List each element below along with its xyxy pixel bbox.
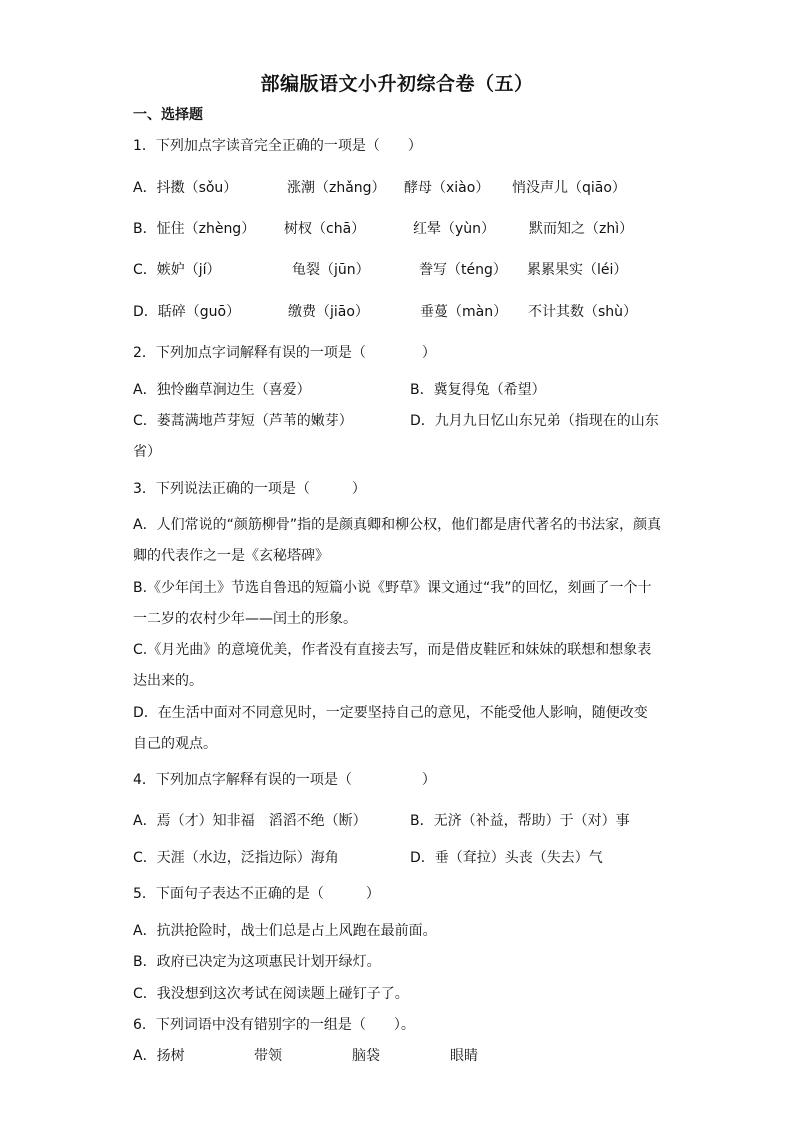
question-4-stem: 4．下列加点字解释有误的一项是（ ） [133,772,436,788]
question-6-stem: 6．下列词语中没有错别字的一组是（ ）。 [133,1017,415,1033]
q2-option-a: A．独怜幽草涧边生（喜爱） [133,382,311,398]
q3-option-a: A．人们常说的“颜筋柳骨”指的是颜真卿和柳公权，他们都是唐代著名的书法家，颜真 [133,517,662,533]
q4-option-c: C．天涯（水边，泛指边际）海角 [133,850,339,866]
q4-option-b: B．无济（补益，帮助）于（对）事 [410,813,630,829]
question-5-stem: 5．下面句子表达不正确的是（ ） [133,886,380,902]
page-title: 部编版语文小升初综合卷（五） [260,73,534,95]
q3-option-d-continued: 自己的观点。 [133,736,217,752]
q2-option-b: B．冀复得兔（希望） [410,382,546,398]
question-1-stem: 1．下列加点字读音完全正确的一项是（ ） [133,138,422,154]
q5-option-b: B．政府已决定为这项惠民计划开绿灯。 [133,954,381,970]
q3-option-b: B.《少年闰土》节选自鲁迅的短篇小说《野草》课文通过“我”的回忆，刻画了一个十 [133,580,652,596]
q2-option-d-continued: 省） [133,444,161,460]
question-3-stem: 3．下列说法正确的一项是（ ） [133,481,366,497]
q3-option-d: D．在生活中面对不同意见时，一定要坚持自己的意见，不能受他人影响，随便改变 [133,705,648,721]
q2-option-d: D．九月九日忆山东兄弟（指现在的山东 [410,413,659,429]
question-2-stem: 2．下列加点字词解释有误的一项是（ ） [133,345,436,361]
q4-option-a: A．焉（才）知非福 滔滔不绝（断） [133,813,367,829]
q3-option-c-continued: 达出来的。 [133,673,203,689]
q5-option-a: A．抗洪抢险时，战士们总是占上风跑在最前面。 [133,923,437,939]
q3-option-b-continued: 一二岁的农村少年——闰土的形象。 [133,611,357,627]
q5-option-c: C．我没想到这次考试在阅读题上碰钉子了。 [133,986,409,1002]
q3-option-c: C.《月光曲》的意境优美，作者没有直接去写，而是借皮鞋匠和妹妹的联想和想象表 [133,642,652,658]
q3-option-a-continued: 卿的代表作之一是《玄秘塔碑》 [133,548,329,564]
q2-option-c: C．蒌蒿满地芦芽短（芦苇的嫩芽） [133,413,353,429]
q4-option-d: D．垂（耷拉）头丧（失去）气 [410,850,603,866]
section-heading: 一、选择题 [133,107,203,123]
